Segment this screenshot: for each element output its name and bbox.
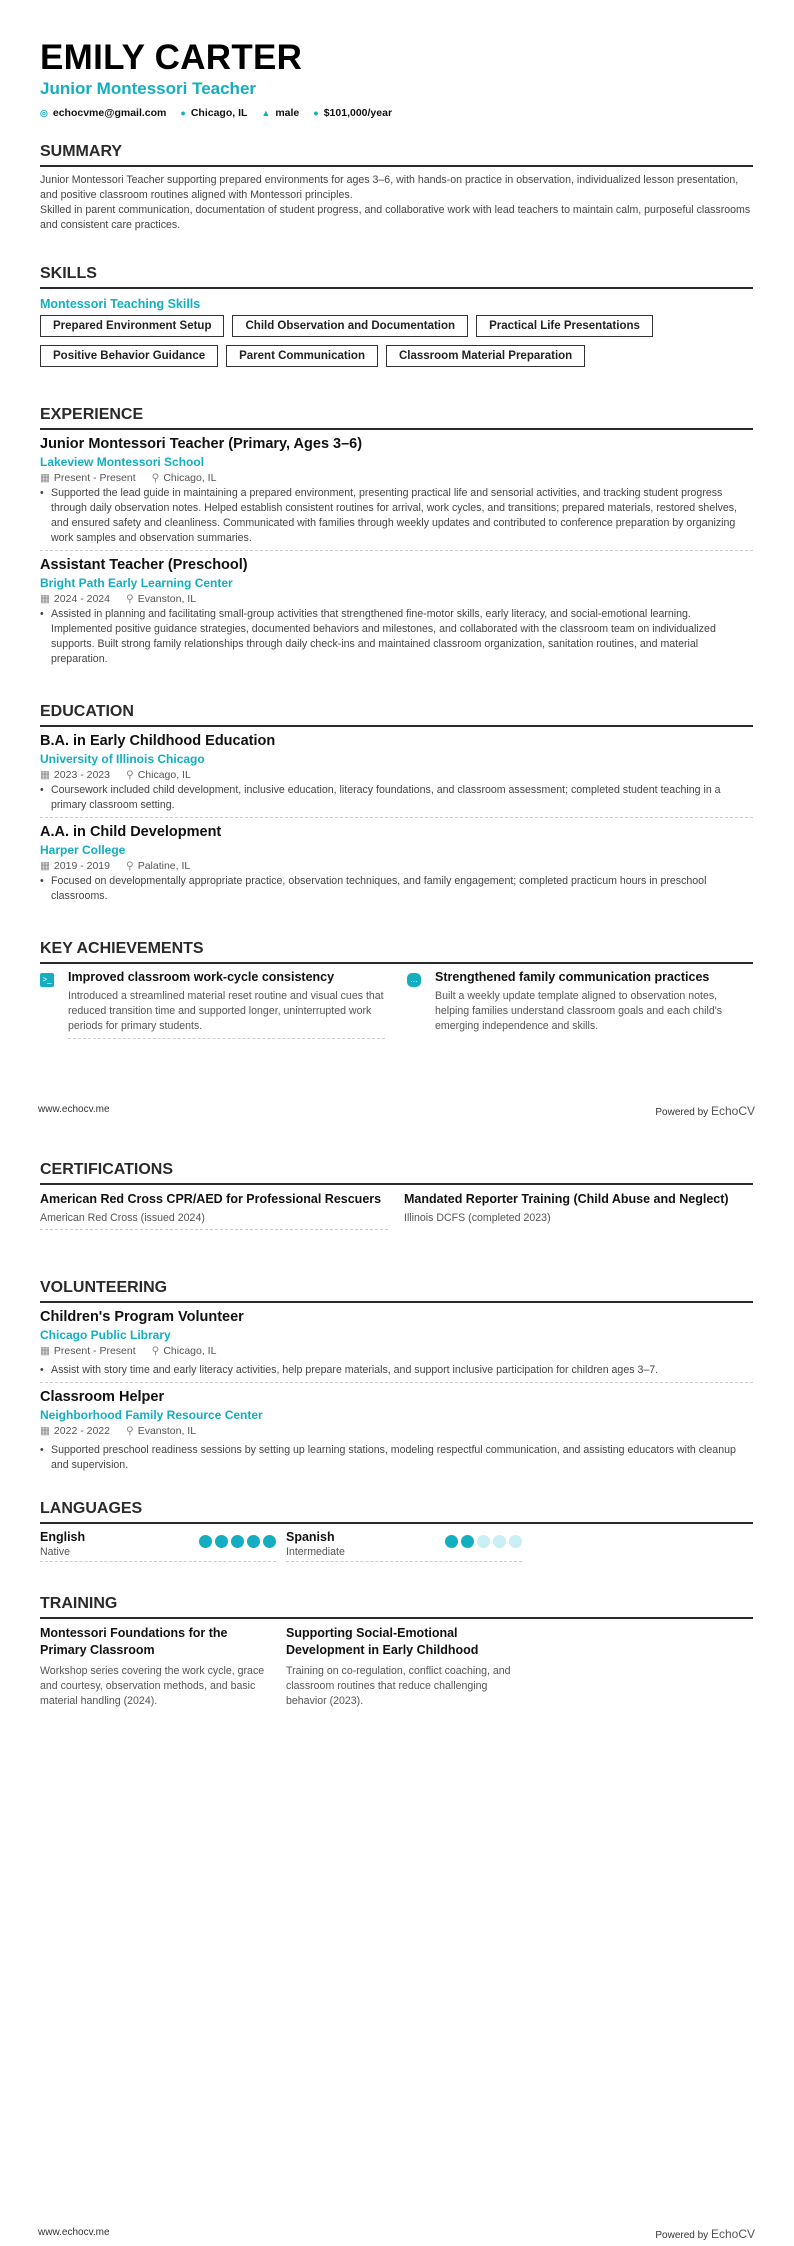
certifications-section [40,1161,753,1230]
language-rating [199,1535,276,1558]
entry-org: Bright Path Early Learning Center [40,576,233,590]
language-level: Native [40,1546,71,1558]
rating-dot-empty [477,1535,490,1548]
entry-title: Children's Program Volunteer [40,1309,244,1325]
language-level: Intermediate [286,1546,345,1558]
certification-item [40,1191,388,1230]
rating-dot-filled [461,1535,474,1548]
section-heading: CERTIFICATIONS [40,1161,753,1185]
summary-text: Junior Montessori Teacher supporting prepared environments for ages 3–6, with hands-on practice in observation, individualized lesson presentation, and positive classroom routines aligned with Montessori principles. [40,174,739,201]
entry-location: Evanston, IL [137,1425,197,1437]
entry-description: Supported preschool readiness sessions by setting up learning stations, modeling respectful communication, and assisting educators with cleanup and supervision. [51,1444,736,1471]
rating-dot-filled [247,1535,260,1548]
language-item [40,1530,276,1562]
gender: male [275,107,300,119]
volunteer-entry: Children's Program Volunteer Chicago Public Library ▦ Present - Present ⚲ Chicago, IL • Assist with story time and early literacy activities, help prepare materials, and support inclusive participation for children ages 3–7. [40,1309,753,1383]
summary-text: Skilled in parent communication, documentation of student progress, and collaborative work with lead teachers to maintain calm, purposeful classrooms and consistent care practices. [40,204,751,231]
entry-description: Assisted in planning and facilitating small-group activities that strengthened fine-motor skills, early literacy, and social-emotional learning. Implemented positive guidance strategies, documented behaviors and milestones, and collaborated with the classroom team on individualized supports. Built strong family relationships through daily check-ins and maintained classroom organization, sanitation routines, and material preparation. [51,608,716,665]
achievement-title: Strengthened family communication practices [435,970,710,984]
entry-location: Evanston, IL [137,593,197,605]
entry-title: Assistant Teacher (Preschool) [40,557,248,573]
person-icon: ▲ [261,108,271,118]
terminal-icon: >_ [40,973,54,987]
chat-icon: … [407,973,421,987]
rating-dot-filled [199,1535,212,1548]
location-icon: ⚲ [125,593,134,605]
training-title: Supporting Social-Emotional Development in Early Childhood [286,1626,479,1657]
powered-by-label: Powered by [655,2230,709,2241]
training-item [286,1625,512,1709]
entry-title: A.A. in Child Development [40,824,222,840]
location-icon: ⚲ [125,860,134,872]
experience-entry: Junior Montessori Teacher (Primary, Ages 3–6) Lakeview Montessori School ▦ Present - Present ⚲ Chicago, IL • Supported the lead guide in maintaining a prepared environment, presenting practical life and sensorial activities, and tracking student progress through daily observation notes. Helped establish consistent routines for arrival, work cycles, and transitions; prepared materials, restored shelves, and ensured safety and cleanliness. Communicated with families through weekly updates and contributed to conference preparation by organizing work samples and observation summaries. [40,436,753,551]
training-title: Montessori Foundations for the Primary Classroom [40,1626,228,1657]
rating-dot-filled [231,1535,244,1548]
entry-location: Chicago, IL [163,1345,217,1357]
rating-dot-filled [263,1535,276,1548]
calendar-icon: ▦ [40,593,50,605]
location-icon: ⚲ [125,1425,134,1437]
section-heading: SKILLS [40,265,753,289]
education-section [40,703,753,908]
calendar-icon: ▦ [40,1345,50,1357]
calendar-icon: ▦ [40,860,50,872]
achievement-title: Improved classroom work-cycle consistency [68,970,335,984]
training-description: Workshop series covering the work cycle, grace and courtesy, observation methods, and basic material handling (2024). [40,1665,265,1707]
skill-tag: Positive Behavior Guidance [40,345,218,367]
candidate-title: Junior Montessori Teacher [40,79,257,98]
entry-dates: 2022 - 2022 [53,1425,110,1437]
experience-section [40,406,753,671]
achievement-description: Introduced a streamlined material reset routine and visual cues that reduced transition time and supported longer, uninterrupted work periods for primary students. [68,990,384,1032]
entry-title: Junior Montessori Teacher (Primary, Ages 3–6) [40,436,363,452]
entry-dates: Present - Present [53,1345,136,1357]
candidate-name: EMILY CARTER [40,38,303,77]
email[interactable]: echocvme@gmail.com [52,107,167,119]
powered-by-label: Powered by [655,1107,709,1118]
footer-site-link[interactable]: www.echocv.me [38,2227,110,2238]
skills-section [40,265,753,367]
footer-site-link[interactable]: www.echocv.me [38,1104,110,1115]
calendar-icon: ▦ [40,769,50,781]
certification-issuer: Illinois DCFS (completed 2023) [404,1212,551,1224]
entry-dates: 2019 - 2019 [53,860,110,872]
achievement-item [407,970,752,1039]
brand-link[interactable]: EchoCV [710,2227,755,2241]
email-icon: ◎ [40,108,48,118]
entry-dates: Present - Present [53,472,136,484]
summary-section [40,143,753,233]
entry-org: Chicago Public Library [40,1328,171,1342]
training-description: Training on co-regulation, conflict coaching, and classroom routines that reduce challenging behavior (2023). [286,1665,511,1707]
language-name: English [40,1530,86,1544]
location-icon: ⚲ [125,769,134,781]
skill-tag: Classroom Material Preparation [386,345,585,367]
salary: $101,000/year [323,107,393,119]
achievements-section [40,940,753,1039]
page-footer [38,2227,755,2241]
contact-info [40,107,753,119]
entry-description: Coursework included child development, inclusive education, literacy foundations, and classroom assessment; completed student teaching in a primary classroom setting. [51,784,721,811]
calendar-icon: ▦ [40,472,50,484]
volunteering-section [40,1279,753,1477]
section-heading: SUMMARY [40,143,753,167]
skill-group-title: Montessori Teaching Skills [40,297,201,311]
languages-section [40,1500,753,1562]
training-section [40,1595,753,1709]
rating-dot-filled [445,1535,458,1548]
entry-title: B.A. in Early Childhood Education [40,733,276,749]
language-item [286,1530,522,1562]
location: Chicago, IL [190,107,248,119]
training-item [40,1625,266,1709]
brand-link[interactable]: EchoCV [710,1104,755,1118]
resume-header [40,38,753,119]
section-heading: EXPERIENCE [40,406,753,430]
entry-title: Classroom Helper [40,1389,165,1405]
section-heading: VOLUNTEERING [40,1279,753,1303]
location-icon: ● [180,108,186,118]
section-heading: TRAINING [40,1595,753,1619]
entry-location: Chicago, IL [137,769,191,781]
entry-org: Lakeview Montessori School [40,455,205,469]
skill-tag: Prepared Environment Setup [40,315,224,337]
entry-description: Supported the lead guide in maintaining a prepared environment, presenting practical life and sensorial activities, and tracking student progress through daily observation notes. Helped establish consistent routines for arrival, work cycles, and transitions; prepared materials, restored shelves, and ensured safety and cleanliness. Communicated with families through weekly updates and contributed to conference preparation by organizing work samples and observation summaries. [51,487,737,544]
education-entry: B.A. in Early Childhood Education University of Illinois Chicago ▦ 2023 - 2023 ⚲ Chicago, IL • Coursework included child development, inclusive education, literacy foundations, and classroom assessment; completed student teaching in a primary classroom setting. [40,733,753,818]
skill-tag: Child Observation and Documentation [232,315,468,337]
entry-location: Palatine, IL [137,860,191,872]
entry-org: University of Illinois Chicago [40,752,205,766]
language-name: Spanish [286,1530,335,1544]
rating-dot-filled [215,1535,228,1548]
language-rating [445,1535,522,1558]
rating-dot-empty [509,1535,522,1548]
page-footer [38,1104,755,1118]
entry-dates: 2023 - 2023 [53,769,110,781]
achievement-description: Built a weekly update template aligned to observation notes, helping families understand classroom goals and each child's emerging independence and skills. [435,990,723,1032]
calendar-icon: ▦ [40,1425,50,1437]
education-entry: A.A. in Child Development Harper College ▦ 2019 - 2019 ⚲ Palatine, IL • Focused on developmentally appropriate practice, observation techniques, and family engagement; completed practicum hours in preschool classrooms. [40,824,753,908]
entry-org: Neighborhood Family Resource Center [40,1408,263,1422]
skill-tag: Practical Life Presentations [476,315,653,337]
skill-tag: Parent Communication [226,345,378,367]
salary-icon: ● [313,108,319,118]
entry-description: Focused on developmentally appropriate practice, observation techniques, and family engagement; completed practicum hours in preschool classrooms. [51,875,707,902]
experience-entry: Assistant Teacher (Preschool) Bright Path Early Learning Center ▦ 2024 - 2024 ⚲ Evanston, IL • Assisted in planning and facilitating small-group activities that strengthened fine-motor skills, early literacy, and social-emotional learning. Implemented positive guidance strategies, documented behaviors and milestones, and collaborated with the classroom team on individualized supports. Built strong family relationships through daily check-ins and maintained classroom organization, sanitation routines, and material preparation. [40,557,753,671]
section-heading: EDUCATION [40,703,753,727]
entry-dates: 2024 - 2024 [53,593,110,605]
certification-title: American Red Cross CPR/AED for Professional Rescuers [40,1192,382,1206]
section-heading: LANGUAGES [40,1500,753,1524]
achievement-item [40,970,385,1039]
section-heading: KEY ACHIEVEMENTS [40,940,753,964]
entry-location: Chicago, IL [163,472,217,484]
location-icon: ⚲ [151,472,160,484]
certification-item [404,1191,752,1230]
entry-org: Harper College [40,843,126,857]
certification-issuer: American Red Cross (issued 2024) [40,1212,205,1224]
location-icon: ⚲ [151,1345,160,1357]
volunteer-entry: Classroom Helper Neighborhood Family Resource Center ▦ 2022 - 2022 ⚲ Evanston, IL • Supported preschool readiness sessions by setting up learning stations, modeling respectful communication, and assisting educators with cleanup and supervision. [40,1389,753,1477]
certification-title: Mandated Reporter Training (Child Abuse and Neglect) [404,1192,729,1206]
entry-description: Assist with story time and early literacy activities, help prepare materials, and support inclusive participation for children ages 3–7. [51,1364,659,1376]
rating-dot-empty [493,1535,506,1548]
